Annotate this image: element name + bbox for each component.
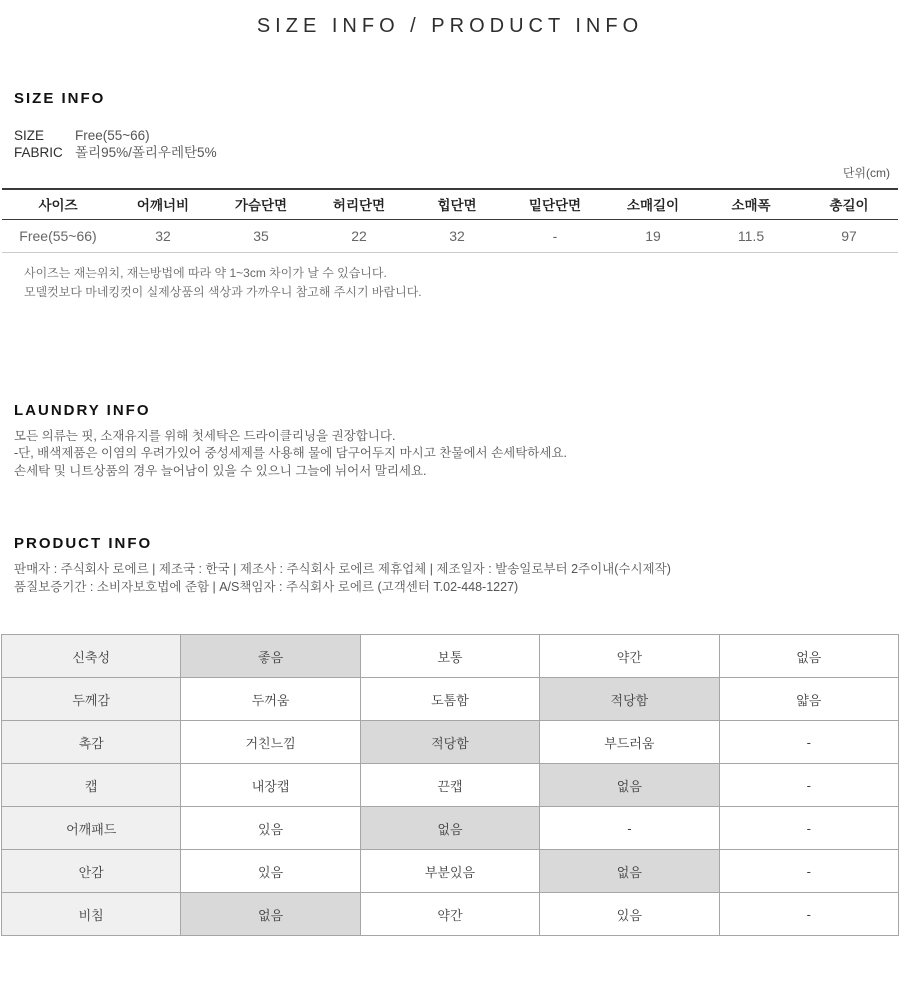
spec-table	[1, 634, 899, 936]
size-table-value-cell: 97	[800, 219, 898, 252]
spec-table-row	[2, 850, 899, 893]
size-note-line: 사이즈는 재는위치, 재는방법에 따라 약 1~3cm 차이가 날 수 있습니다.	[24, 265, 387, 280]
spec-option: 부드러움	[540, 721, 719, 764]
spec-option: -	[719, 764, 898, 807]
spec-option: 있음	[181, 850, 360, 893]
spec-table-body	[2, 635, 899, 936]
spec-option-selected: 없음	[360, 807, 539, 850]
size-table-value-cell: 22	[310, 219, 408, 252]
size-table-value-cell: 35	[212, 219, 310, 252]
page-title: SIZE INFO / PRODUCT INFO	[256, 15, 644, 37]
size-table-value-cell: 32	[408, 219, 506, 252]
spec-table-row	[2, 678, 899, 721]
product-info-text	[14, 561, 900, 596]
size-table-value-cell: Free(55~66)	[2, 219, 114, 252]
spec-option-selected: 없음	[540, 764, 719, 807]
spec-option: -	[719, 893, 898, 936]
spec-table-row	[2, 721, 899, 764]
spec-option-selected: 좋음	[181, 635, 360, 678]
spec-option: -	[719, 807, 898, 850]
spec-option: -	[719, 721, 898, 764]
fabric-label: FABRIC	[14, 145, 63, 160]
size-table-value-cell: 32	[114, 219, 212, 252]
spec-row-label: 비침	[2, 893, 181, 936]
size-table-header-cell: 어깨너비	[114, 189, 212, 219]
size-table-value-cell: -	[506, 219, 604, 252]
spec-option-selected: 적당함	[360, 721, 539, 764]
size-table-value-row	[2, 219, 898, 252]
size-table-header-cell: 힙단면	[408, 189, 506, 219]
size-table	[2, 188, 898, 253]
spec-row-label: 캡	[2, 764, 181, 807]
spec-option: 있음	[540, 893, 719, 936]
spec-option: 얇음	[719, 678, 898, 721]
size-table-header-cell: 총길이	[800, 189, 898, 219]
spec-row-label: 안감	[2, 850, 181, 893]
laundry-info-line: 손세탁 및 니트상품의 경우 늘어남이 있을 수 있으니 그늘에 뉘어서 말리세요.	[14, 463, 427, 478]
spec-option: 약간	[360, 893, 539, 936]
spec-table-row	[2, 893, 899, 936]
spec-option: 있음	[181, 807, 360, 850]
size-table-header-cell: 밑단단면	[506, 189, 604, 219]
size-notes	[24, 264, 900, 302]
size-table-header-cell: 가슴단면	[212, 189, 310, 219]
spec-option: 내장캡	[181, 764, 360, 807]
laundry-info-line: -단, 배색제품은 이염의 우려가있어 중성세제를 사용해 물에 담구어두지 마시고 찬물에서 손세탁하세요.	[14, 446, 567, 460]
spec-option: 약간	[540, 635, 719, 678]
size-note-line: 모델컷보다 마네킹컷이 실제상품의 색상과 가까우니 참고해 주시기 바랍니다.	[24, 284, 422, 299]
spec-option: -	[540, 807, 719, 850]
fabric-value: 폴리95%/폴리우레탄5%	[75, 145, 217, 160]
size-table-value-cell: 19	[604, 219, 702, 252]
spec-option: -	[719, 850, 898, 893]
laundry-info-text	[14, 428, 900, 481]
product-info-line: 판매자 : 주식회사 로에르 | 제조국 : 한국 | 제조사 : 주식회사 로에르 제휴업체 | 제조일자 : 발송일로부터 2주이내(수시제작)	[14, 562, 671, 576]
unit-note: 단위(cm)	[842, 166, 890, 180]
size-value: Free(55~66)	[75, 128, 150, 143]
size-table-header-cell: 사이즈	[2, 189, 114, 219]
spec-row-label: 촉감	[2, 721, 181, 764]
spec-option-selected: 없음	[540, 850, 719, 893]
size-table-value-cell: 11.5	[702, 219, 800, 252]
spec-option: 두꺼움	[181, 678, 360, 721]
laundry-info-heading: LAUNDRY INFO	[14, 401, 151, 419]
size-info-heading: SIZE INFO	[14, 90, 106, 107]
size-table-header-cell: 소매길이	[604, 189, 702, 219]
spec-option-selected: 없음	[181, 893, 360, 936]
size-label: SIZE	[14, 128, 45, 143]
spec-table-row	[2, 635, 899, 678]
spec-table-row	[2, 807, 899, 850]
product-info-heading: PRODUCT INFO	[14, 535, 153, 552]
size-table-header-cell: 허리단면	[310, 189, 408, 219]
spec-row-label: 신축성	[2, 635, 181, 678]
size-meta-size-row	[14, 127, 900, 144]
spec-option: 끈캡	[360, 764, 539, 807]
spec-row-label: 두께감	[2, 678, 181, 721]
spec-option: 부분있음	[360, 850, 539, 893]
spec-option: 보통	[360, 635, 539, 678]
spec-option-selected: 적당함	[540, 678, 719, 721]
size-meta-fabric-row	[14, 144, 900, 161]
spec-option: 없음	[719, 635, 898, 678]
size-meta	[14, 127, 900, 161]
spec-option: 거친느낌	[181, 721, 360, 764]
spec-row-label: 어깨패드	[2, 807, 181, 850]
spec-table-row	[2, 764, 899, 807]
size-table-header-cell: 소매폭	[702, 189, 800, 219]
spec-option: 도톰함	[360, 678, 539, 721]
laundry-info-line: 모든 의류는 핏, 소재유지를 위해 첫세탁은 드라이클리닝을 권장합니다.	[14, 428, 396, 443]
size-table-header-row	[2, 189, 898, 219]
product-info-line: 품질보증기간 : 소비자보호법에 준함 | A/S책임자 : 주식회사 로에르 (고객센터 T.02-448-1227)	[14, 579, 519, 594]
